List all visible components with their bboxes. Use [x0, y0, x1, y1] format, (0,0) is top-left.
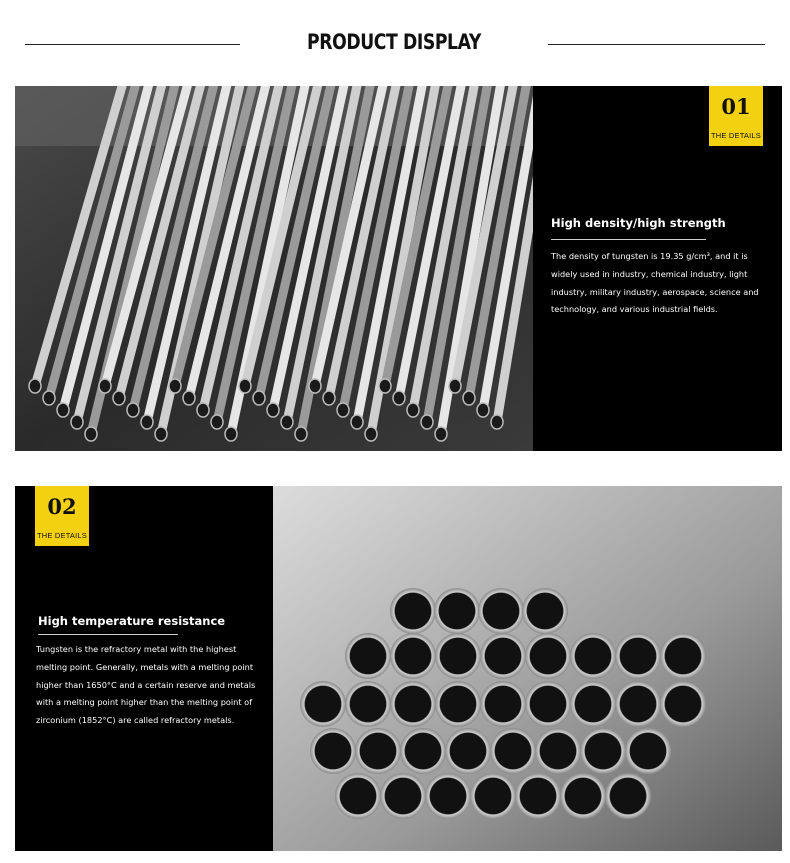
tube-end: [660, 681, 706, 727]
badge-label: THE DETAILS: [711, 131, 761, 140]
tube-end: [43, 391, 55, 405]
tubes-photo-bundle: [273, 486, 782, 851]
tube-end: [253, 391, 265, 405]
tube-end: [337, 403, 349, 417]
badge-label: THE DETAILS: [37, 531, 87, 540]
tube-end: [281, 415, 293, 429]
tube-end: [225, 427, 237, 441]
tube-end: [29, 379, 41, 393]
tube-end: [345, 633, 391, 679]
tube-end: [480, 681, 526, 727]
tube-end: [295, 427, 307, 441]
tube-end: [660, 633, 706, 679]
tube-end: [380, 773, 426, 819]
tube-end: [390, 588, 436, 634]
tube-end: [390, 681, 436, 727]
tube-end: [605, 773, 651, 819]
tube-end: [615, 681, 661, 727]
tube-end: [323, 391, 335, 405]
header-divider-right: [548, 44, 765, 45]
badge-number: 01: [721, 94, 751, 119]
tube-end: [309, 379, 321, 393]
section-body: Tungsten is the refractory metal with the highest melting point. Generally, metals with a melting point higher than 1650°C and a certain reserve and metals with a melting point higher than the melting point of zirconium (1852°C) are called refractory metals.: [36, 644, 256, 726]
tube-end: [197, 403, 209, 417]
tube-end: [365, 427, 377, 441]
badge-number: 02: [47, 494, 77, 519]
page-title: PRODUCT DISPLAY: [307, 30, 481, 54]
tube-end: [57, 403, 69, 417]
heading-underline: [551, 239, 706, 240]
tube-end: [570, 681, 616, 727]
tube-end: [425, 773, 471, 819]
tube-end: [570, 633, 616, 679]
tube-end: [515, 773, 561, 819]
tube-end: [99, 379, 111, 393]
tube-end: [435, 427, 447, 441]
tube-end: [580, 728, 626, 774]
tube-end: [435, 681, 481, 727]
tube-end: [434, 588, 480, 634]
tube-end: [183, 391, 195, 405]
tube-end: [400, 728, 446, 774]
tube-end: [560, 773, 606, 819]
tube-end: [480, 633, 526, 679]
tube-end: [71, 415, 83, 429]
tube-end: [390, 633, 436, 679]
tube-end: [615, 633, 661, 679]
tube-end: [535, 728, 581, 774]
tube-end: [522, 588, 568, 634]
tube-end: [490, 728, 536, 774]
tube-end: [445, 728, 491, 774]
header-divider-left: [25, 44, 240, 45]
tube-end: [478, 588, 524, 634]
tube-end: [407, 403, 419, 417]
tube-end: [141, 415, 153, 429]
tube-end: [113, 391, 125, 405]
tube-end: [85, 427, 97, 441]
details-badge-1: [709, 86, 763, 146]
tube-end: [345, 681, 391, 727]
tube-end: [477, 403, 489, 417]
tube-end: [335, 773, 381, 819]
tube-end: [470, 773, 516, 819]
tube-end: [525, 681, 571, 727]
heading-underline: [38, 634, 178, 635]
tube-end: [267, 403, 279, 417]
tube-end: [625, 728, 671, 774]
tube-end: [169, 379, 181, 393]
tube-end: [239, 379, 251, 393]
tube-end: [211, 415, 223, 429]
tube-end: [393, 391, 405, 405]
tube-end: [379, 379, 391, 393]
tube-end: [310, 728, 356, 774]
tube-end: [463, 391, 475, 405]
details-badge-2: [35, 486, 89, 546]
section-heading: High density/high strength: [551, 216, 726, 230]
tube-end: [300, 681, 346, 727]
tube-end: [127, 403, 139, 417]
tube-end: [449, 379, 461, 393]
section-heading: High temperature resistance: [38, 614, 226, 628]
tubes-photo-long: [15, 86, 533, 451]
tube-end: [351, 415, 363, 429]
tube-end: [155, 427, 167, 441]
section-body: The density of tungsten is 19.35 g/cm³, and it is widely used in industry, chemical industry, light industry, military industry, aerospace, science and technology, and various industrial fields.: [551, 251, 759, 315]
tube-end: [491, 415, 503, 429]
detail-section-2: [15, 486, 782, 851]
detail-section-1: [15, 86, 782, 451]
tube-end: [355, 728, 401, 774]
header: [0, 0, 790, 80]
tube-end: [435, 633, 481, 679]
tube-end: [525, 633, 571, 679]
tube-end: [421, 415, 433, 429]
